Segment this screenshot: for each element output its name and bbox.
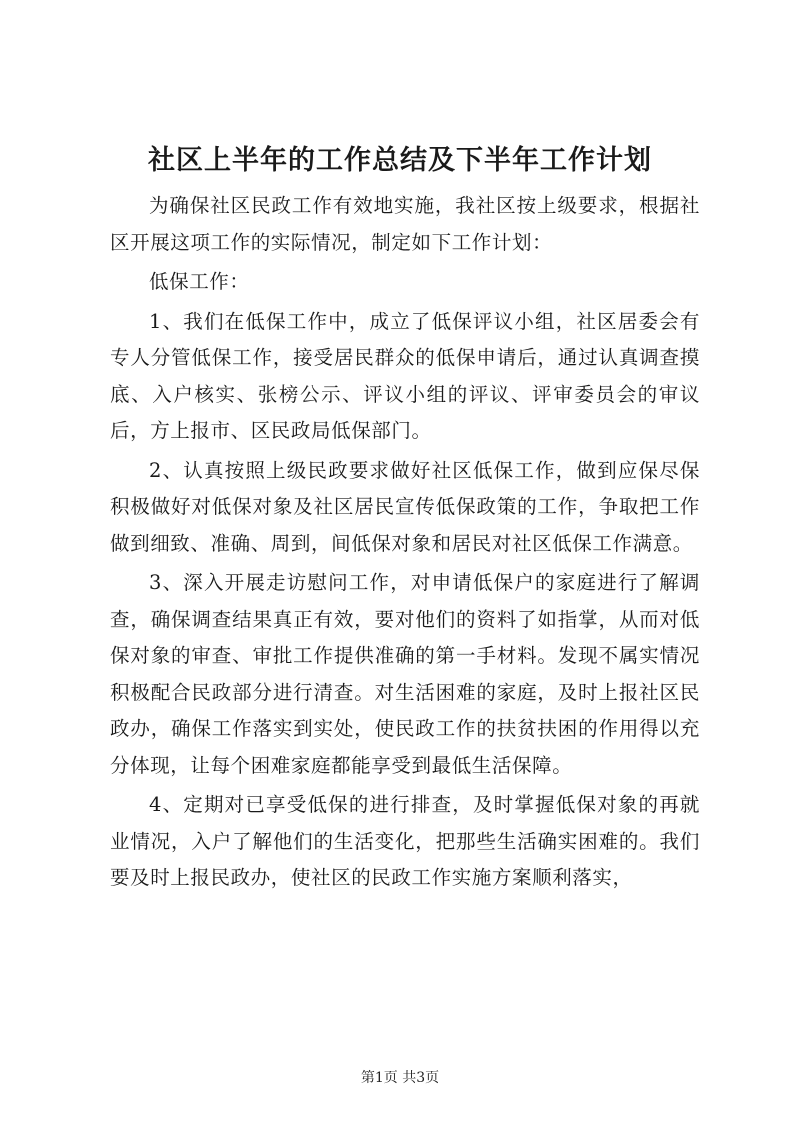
page-number-footer: 第1页 共3页 xyxy=(360,1070,440,1086)
document-title: 社区上半年的工作总结及下半年工作计划 xyxy=(148,145,652,176)
paragraph-intro: 为确保社区民政工作有效地实施，我社区按上级要求，根据社区开展这项工作的实际情况，制定如下工作计划： xyxy=(110,194,700,254)
document-body xyxy=(110,188,700,900)
paragraph-item-3: 3、深入开展走访慰问工作，对申请低保户的家庭进行了解调查，确保调查结果真正有效，要对他们的资料了如指掌，从而对低保对象的审查、审批工作提供准确的第一手材料。发现不属实情况积极配合民政部分进行清查。对生活困难的家庭，及时上报社区民政办，确保工作落实到实处，使民政工作的扶贫扶困的作用得以充分体现，让每个困难家庭都能享受到最低生活保障。 xyxy=(110,571,700,777)
paragraph-item-1: 1、我们在低保工作中，成立了低保评议小组，社区居委会有专人分管低保工作，接受居民群众的低保申请后，通过认真调查摸底、入户核实、张榜公示、评议小组的评议、评审委员会的审议后，方上报市、区民政局低保部门。 xyxy=(110,309,700,442)
paragraph-item-4: 4、定期对已享受低保的进行排查，及时掌握低保对象的再就业情况，入户了解他们的生活变化，把那些生活确实困难的。我们要及时上报民政办，使社区的民政工作实施方案顺利落实， xyxy=(110,793,700,889)
paragraph-item-2: 2、认真按照上级民政要求做好社区低保工作，做到应保尽保积极做好对低保对象及社区居民宣传低保政策的工作，争取把工作做到细致、准确、周到，间低保对象和居民对社区低保工作满意。 xyxy=(110,458,700,555)
paragraph-section-heading: 低保工作： xyxy=(149,270,250,293)
